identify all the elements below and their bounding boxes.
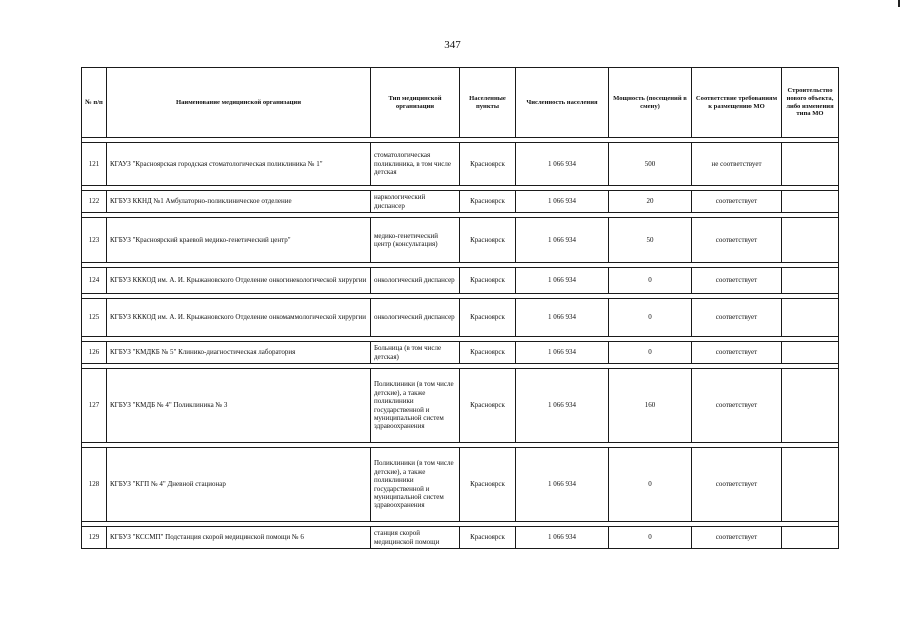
edge-mark (898, 0, 900, 7)
organization-type: онкологический диспансер (371, 268, 460, 294)
locality: Красноярск (460, 143, 516, 186)
locality: Красноярск (460, 369, 516, 443)
row-number: 129 (82, 527, 107, 549)
organization-type: Больница (в том числе детская) (371, 342, 460, 364)
capacity: 0 (609, 527, 692, 549)
organization-name: КГБУЗ КККОД им. А. И. Крыжановского Отделение онкогинекологической хирургии (107, 268, 371, 294)
capacity: 0 (609, 299, 692, 337)
locality: Красноярск (460, 527, 516, 549)
row-number: 122 (82, 191, 107, 213)
population: 1 066 934 (516, 191, 609, 213)
header-population: Численность населения (516, 68, 609, 138)
capacity: 50 (609, 218, 692, 263)
header-compliance: Соответствие требованиям к размещению МО (692, 68, 782, 138)
capacity: 0 (609, 448, 692, 522)
locality: Красноярск (460, 448, 516, 522)
table-row (82, 527, 839, 549)
compliance: соответствует (692, 218, 782, 263)
header-type: Тип медицинской организации (371, 68, 460, 138)
compliance: соответствует (692, 448, 782, 522)
organization-name: КГБУЗ "Красноярский краевой медико-генетический центр" (107, 218, 371, 263)
table-row (82, 268, 839, 294)
capacity: 500 (609, 143, 692, 186)
organization-name: КГБУЗ "КМДКБ № 5" Клинико-диагностическая лаборатория (107, 342, 371, 364)
population: 1 066 934 (516, 218, 609, 263)
compliance: соответствует (692, 299, 782, 337)
organization-name: КГБУЗ ККНД №1 Амбулаторно-поликлиническое отделение (107, 191, 371, 213)
medical-organizations-table (81, 67, 839, 549)
organization-type: Поликлиники (в том числе детские), а также поликлиники государственной и муниципальной систем здравоохранения (371, 448, 460, 522)
organization-name: КГБУЗ "КМДБ № 4" Поликлиника № 3 (107, 369, 371, 443)
locality: Красноярск (460, 191, 516, 213)
table-row (82, 218, 839, 263)
population: 1 066 934 (516, 527, 609, 549)
table-header-row (82, 68, 839, 138)
row-number: 125 (82, 299, 107, 337)
table-row (82, 191, 839, 213)
locality: Красноярск (460, 268, 516, 294)
row-number: 121 (82, 143, 107, 186)
construction (782, 299, 839, 337)
construction (782, 268, 839, 294)
population: 1 066 934 (516, 369, 609, 443)
organization-name: КГБУЗ КККОД им. А. И. Крыжановского Отделение онкомаммологической хирургии (107, 299, 371, 337)
capacity: 160 (609, 369, 692, 443)
population: 1 066 934 (516, 299, 609, 337)
capacity: 20 (609, 191, 692, 213)
construction (782, 143, 839, 186)
organization-name: КГБУЗ "КССМП" Подстанция скорой медицинской помощи № 6 (107, 527, 371, 549)
header-name: Наименование медицинской организации (107, 68, 371, 138)
table-row (82, 369, 839, 443)
locality: Красноярск (460, 342, 516, 364)
population: 1 066 934 (516, 268, 609, 294)
construction (782, 218, 839, 263)
header-locality: Населенные пункты (460, 68, 516, 138)
row-number: 123 (82, 218, 107, 263)
capacity: 0 (609, 268, 692, 294)
construction (782, 342, 839, 364)
row-number: 128 (82, 448, 107, 522)
population: 1 066 934 (516, 143, 609, 186)
table-row (82, 448, 839, 522)
table-row (82, 342, 839, 364)
table-row (82, 299, 839, 337)
organization-name: КГАУЗ "Красноярская городская стоматологическая поликлиника № 1" (107, 143, 371, 186)
row-number: 127 (82, 369, 107, 443)
locality: Красноярск (460, 218, 516, 263)
row-number: 124 (82, 268, 107, 294)
organization-type: наркологический диспансер (371, 191, 460, 213)
organization-type: стоматологическая поликлиника, в том числе детская (371, 143, 460, 186)
compliance: соответствует (692, 369, 782, 443)
organization-name: КГБУЗ "КГП № 4" Дневной стационар (107, 448, 371, 522)
organization-type: медико-генетический центр (консультация) (371, 218, 460, 263)
construction (782, 369, 839, 443)
construction (782, 527, 839, 549)
locality: Красноярск (460, 299, 516, 337)
construction (782, 448, 839, 522)
compliance: соответствует (692, 268, 782, 294)
table-row (82, 143, 839, 186)
compliance: соответствует (692, 527, 782, 549)
construction (782, 191, 839, 213)
population: 1 066 934 (516, 448, 609, 522)
organization-type: Поликлиники (в том числе детские), а также поликлиники государственной и муниципальной систем здравоохранения (371, 369, 460, 443)
capacity: 0 (609, 342, 692, 364)
compliance: соответствует (692, 342, 782, 364)
population: 1 066 934 (516, 342, 609, 364)
row-number: 126 (82, 342, 107, 364)
header-num: № п/п (82, 68, 107, 138)
page-number: 347 (444, 39, 461, 51)
header-construction: Строительство нового объекта, либо изменения типа МО (782, 68, 839, 138)
organization-type: станция скорой медицинской помощи (371, 527, 460, 549)
compliance: не соответствует (692, 143, 782, 186)
compliance: соответствует (692, 191, 782, 213)
header-capacity: Мощность (посещений в смену) (609, 68, 692, 138)
organization-type: онкологический диспансер (371, 299, 460, 337)
